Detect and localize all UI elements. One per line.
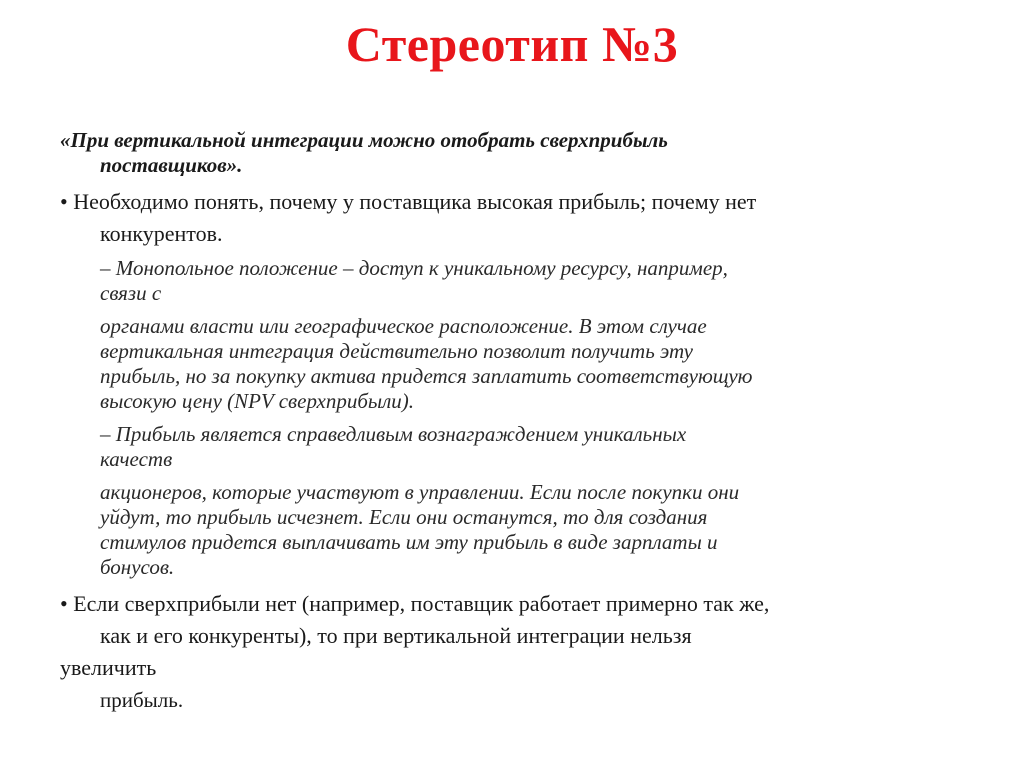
sub-1a-line-2: связи с xyxy=(100,281,162,305)
sub-point-2a xyxy=(60,422,995,472)
quote xyxy=(60,128,995,178)
quote-line-2: поставщиков». xyxy=(100,153,243,177)
sub-point-1a xyxy=(60,256,995,306)
sub-1b-line-4: высокую цену (NPV сверхприбыли). xyxy=(100,389,415,413)
sub-1a-line-1: – Монопольное положение – доступ к уникальному ресурсу, например, xyxy=(100,256,728,280)
sub-2a-line-2: качеств xyxy=(100,447,173,471)
sub-2b-line-4: бонусов. xyxy=(100,555,175,579)
bullet-1-line-2: конкурентов. xyxy=(100,221,223,246)
bullet-2-line-1: • Если сверхприбыли нет (например, поставщик работает примерно так же, xyxy=(60,591,770,616)
slide-title: Стереотип №3 xyxy=(345,16,679,72)
sub-point-2b xyxy=(60,480,995,580)
sub-1b-line-3: прибыль, но за покупку актива придется заплатить соответствующую xyxy=(100,364,753,388)
sub-2a-line-1: – Прибыль является справедливым вознаграждением уникальных xyxy=(100,422,687,446)
slide-body xyxy=(60,128,995,713)
bullet-1 xyxy=(60,186,995,250)
closing-line: прибыль. xyxy=(100,688,184,712)
bullet-2 xyxy=(60,588,995,684)
bullet-1-line-1: • Необходимо понять, почему у поставщика высокая прибыль; почему нет xyxy=(60,189,757,214)
quote-line-1: «При вертикальной интеграции можно отобрать сверхприбыль xyxy=(60,128,668,152)
sub-point-1b xyxy=(60,314,995,414)
sub-1b-line-1: органами власти или географическое расположение. В этом случае xyxy=(100,314,707,338)
bullet-2-line-2: как и его конкуренты), то при вертикальной интеграции нельзя xyxy=(100,623,692,648)
sub-2b-line-1: акционеров, которые участвуют в управлении. Если после покупки они xyxy=(100,480,740,504)
sub-1b-line-2: вертикальная интеграция действительно позволит получить эту xyxy=(100,339,693,363)
sub-2b-line-3: стимулов придется выплачивать им эту прибыль в виде зарплаты и xyxy=(100,530,718,554)
sub-2b-line-2: уйдут, то прибыль исчезнет. Если они останутся, то для создания xyxy=(100,505,708,529)
bullet-2-line-3: увеличить xyxy=(60,655,157,680)
